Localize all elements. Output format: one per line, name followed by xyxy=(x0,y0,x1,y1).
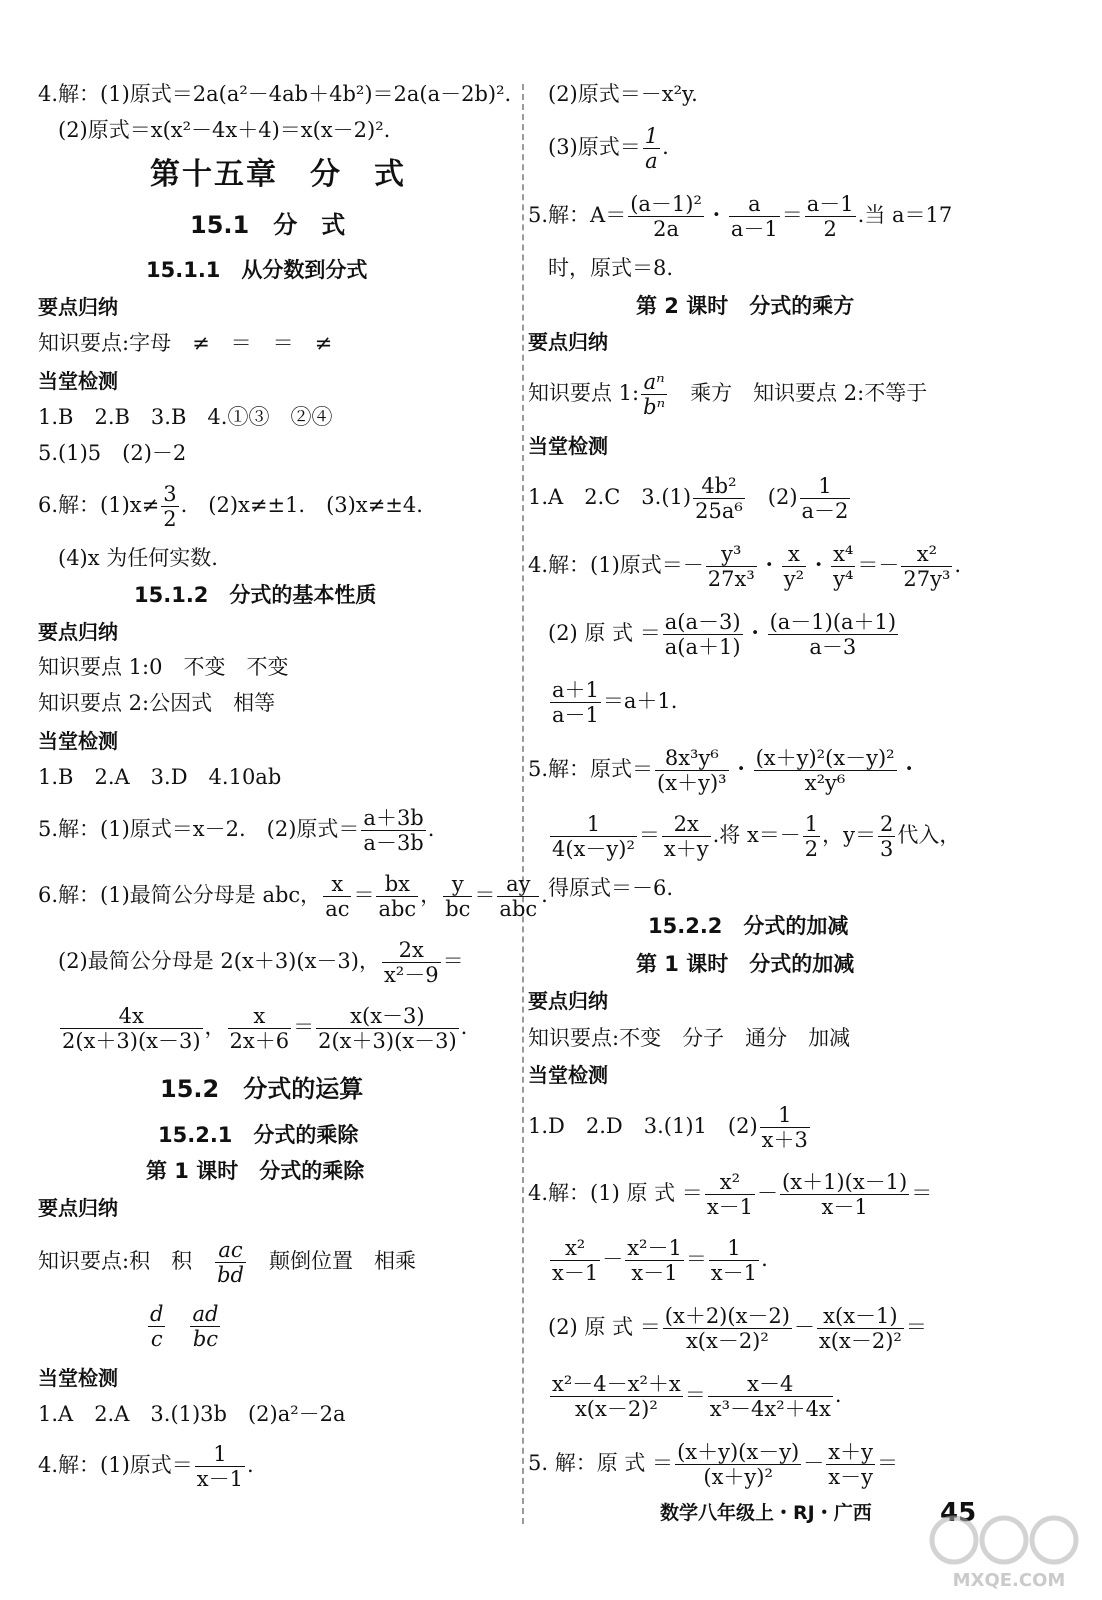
answer-4-line: 4.解：(1) 原 式 ＝ $\frac{\text{x²}}{x-1}$ － $\frac{(x+1)(x-1)}{x-1}$ ＝ xyxy=(528,1170,933,1220)
answer-5-line: 5.解：A＝ $\frac{\text{(a－1)²}}{2a}$ ・ $\frac{a}{a-1}$ ＝ $\frac{a-1}{2}$ .当 a＝17 xyxy=(528,192,953,242)
denominator: x(x－2)² xyxy=(574,1397,658,1422)
key-points-line xyxy=(528,370,927,419)
fraction xyxy=(817,1304,904,1353)
text-run: ，y＝ xyxy=(822,823,877,848)
fraction xyxy=(376,872,418,921)
answer-6-line xyxy=(38,482,423,531)
text-run: 知识要点 1: xyxy=(528,381,640,406)
class-check-heading: 当堂检测 xyxy=(528,434,608,458)
fraction xyxy=(709,1236,759,1285)
numerator: x xyxy=(323,872,351,897)
denominator: x－1 xyxy=(821,1195,868,1220)
numerator: 3 xyxy=(163,482,177,506)
fraction xyxy=(361,806,425,855)
numerator: (a－1)² xyxy=(630,192,702,216)
fraction xyxy=(161,482,178,531)
fraction xyxy=(780,1170,909,1219)
key-points-line xyxy=(38,1238,416,1287)
column-divider xyxy=(522,84,524,1524)
text-run: . xyxy=(427,817,435,842)
fraction xyxy=(316,1004,459,1053)
numerator: x² xyxy=(550,1236,600,1261)
answer-5-result: 时，原式＝8. xyxy=(548,256,674,280)
answer-5-line: 5.解：原式＝ $\frac{\text{8x³y⁶}}{\text{(x＋y)³}}$ ・ $\frac{\text{(x＋y)²(x－y)²}}{\text{x²y⁶}}$ ・ xyxy=(528,746,920,796)
text-run: 5.解：原式＝ xyxy=(528,757,654,782)
text-run: 4.解：(1)原式＝ xyxy=(38,1453,193,1478)
denominator: 3 xyxy=(880,837,894,862)
fraction xyxy=(550,678,601,727)
denominator: (x＋y)³ xyxy=(657,771,727,796)
fraction xyxy=(641,370,667,419)
lesson-1-title: 第 1 课时 分式的乘除 xyxy=(146,1159,365,1183)
fraction xyxy=(655,746,729,795)
answer-6-part2-line: (2)最简公分母是 2(x＋3)(x－3)， $\frac{2x}{\text{x²－9}}$ ＝ xyxy=(58,938,464,988)
denominator: 2a xyxy=(653,217,679,242)
answer-line: (3)原式＝ $\frac{1}{a}$ . xyxy=(548,124,669,174)
text-run: .当 a＝17 xyxy=(857,203,953,228)
text-run: 1.A 2.C 3.(1) xyxy=(528,485,692,510)
numerator: aⁿ xyxy=(641,370,667,395)
fraction xyxy=(215,1238,246,1287)
page-number: 45 xyxy=(940,1498,977,1528)
fraction xyxy=(782,542,806,591)
key-points-heading: 要点归纳 xyxy=(38,295,118,319)
numerator: x(x－1) xyxy=(817,1304,904,1329)
fraction xyxy=(625,1236,684,1285)
numerator: x² xyxy=(901,542,952,567)
text-run: (3)原式＝ xyxy=(548,135,641,160)
denominator: x－1 xyxy=(710,1261,758,1286)
chapter-title: 第十五章 分 式 xyxy=(150,157,406,192)
key-points-line: 知识要点 2:公因式 相等 xyxy=(38,691,276,715)
fraction xyxy=(675,1440,801,1489)
numerator: 2x xyxy=(662,812,711,837)
fraction xyxy=(643,124,660,173)
denominator: x＋3 xyxy=(761,1128,808,1153)
answers-line: 1.B 2.B 3.B 4.①③ ②④ xyxy=(38,405,333,429)
denominator: 2 xyxy=(804,837,819,862)
fraction xyxy=(323,872,351,921)
text-run: (2) 原 式 ＝ xyxy=(548,621,661,646)
answers-line xyxy=(528,1103,812,1152)
denominator: abc xyxy=(378,897,417,922)
denominator: x³－4x²＋4x xyxy=(709,1397,831,1422)
lesson-2-title: 第 2 课时 分式的乘方 xyxy=(636,294,855,318)
denominator: ac xyxy=(325,897,350,922)
answer-6-part2-result: $\frac{4x}{2(x+3)(x-3)}$ ， $\frac{x}{2x+6}$ ＝ $\frac{x(x-3)}{2(x+3)(x-3)}$ . xyxy=(62,1004,468,1054)
answer-4-part2-result xyxy=(548,678,677,727)
numerator: x xyxy=(782,542,806,567)
numerator: 1 xyxy=(644,124,659,148)
footer-book-info: 数学八年级上・RJ・广西 xyxy=(660,1502,872,1524)
fraction xyxy=(800,474,851,523)
numerator: 4x xyxy=(60,1004,203,1029)
denominator: x－1 xyxy=(552,1261,599,1286)
answers-line xyxy=(528,474,852,523)
denominator: 2 xyxy=(823,217,837,242)
text-run: 4.解：(1) 原 式 ＝ xyxy=(528,1181,703,1206)
text-run: 代入， xyxy=(897,823,961,848)
denominator: c xyxy=(150,1327,163,1352)
fraction xyxy=(628,192,704,241)
text-run: 4.解：(1)原式＝－ xyxy=(528,553,704,578)
denominator: a－3b xyxy=(363,831,424,856)
fraction xyxy=(550,1372,683,1421)
denominator: x²－9 xyxy=(383,963,439,988)
denominator: 27y³ xyxy=(903,567,951,592)
class-check-heading: 当堂检测 xyxy=(38,369,118,393)
numerator: 1 xyxy=(804,812,819,836)
denominator: x－1 xyxy=(706,1195,754,1220)
fraction xyxy=(878,812,895,861)
denominator: a(a＋1) xyxy=(664,635,741,660)
numerator: x²－4－x²＋x xyxy=(552,1372,681,1396)
denominator: 27x³ xyxy=(707,567,755,592)
denominator: 4(x－y)² xyxy=(552,837,635,862)
fraction xyxy=(382,938,441,987)
key-points-heading: 要点归纳 xyxy=(38,620,118,644)
numerator: x² xyxy=(705,1170,755,1195)
numerator: a＋1 xyxy=(552,678,599,702)
fraction xyxy=(760,1103,810,1152)
answer-4-part1: 4.解：(1)原式＝2a(a²－4ab＋4b²)＝2a(a－2b)². xyxy=(38,82,512,106)
key-points-heading: 要点归纳 xyxy=(528,330,608,354)
fraction xyxy=(826,1440,875,1489)
fraction xyxy=(663,610,743,659)
answer-line: (2)原式＝－x²y. xyxy=(548,82,698,106)
fraction xyxy=(708,1372,833,1421)
text-run: (2)最简公分母是 2(x＋3)(x－3)， xyxy=(58,949,380,974)
text-run: 5.解：(1)原式＝x－2. (2)原式＝ xyxy=(38,817,360,842)
denominator: 2(x＋3)(x－3) xyxy=(318,1029,457,1054)
fraction xyxy=(901,542,952,591)
key-points-fractions xyxy=(146,1302,222,1351)
answer-4-line: 4.解：(1)原式＝ $\frac{1}{x-1}$ . xyxy=(38,1442,254,1492)
numerator: x(x－3) xyxy=(316,1004,459,1029)
text-run: . (2)x≠±1. (3)x≠±4. xyxy=(180,493,423,518)
fraction xyxy=(706,542,757,591)
answer-4-line: 4.解：(1)原式＝－ $\frac{\text{y³}}{\text{27x³}}$ ・ $\frac{x}{\text{y²}}$ ・ $\frac{\text{x⁴}}{\text{y⁴}}$ ＝－ $\frac{\text{x²}}{\text{27y³}}$ . xyxy=(528,542,962,592)
denominator: x－1 xyxy=(196,1467,244,1492)
section-15-2-title: 15.2 分式的运算 xyxy=(160,1075,364,1103)
key-points-heading: 要点归纳 xyxy=(528,989,608,1013)
numerator: (x＋y)²(x－y)² xyxy=(755,746,895,770)
numerator: 1 xyxy=(195,1442,245,1467)
key-points-line: 知识要点 1:0 不变 不变 xyxy=(38,655,289,679)
denominator: x－y xyxy=(828,1465,873,1490)
denominator: a－1 xyxy=(730,217,778,242)
denominator: y⁴ xyxy=(833,567,854,592)
answer-5-continued: $\frac{1}{\text{4(x－y)²}}$ ＝ $\frac{2x}{x+y}$ .将 x＝－ $\frac{1}{2}$ ，y＝ $\frac{2}{3}$ 代入， xyxy=(552,812,961,862)
answer-5-line xyxy=(38,806,434,855)
denominator: a－2 xyxy=(801,499,849,524)
numerator: 8x³y⁶ xyxy=(655,746,729,771)
numerator: x＋y xyxy=(828,1440,873,1464)
section-15-2-1-title: 15.2.1 分式的乘除 xyxy=(158,1123,359,1147)
numerator: ay xyxy=(497,872,539,897)
fraction xyxy=(803,812,820,861)
answer-4-continued: $\frac{\text{x²}}{x-1}$ － $\frac{\text{x²－1}}{x-1}$ ＝ $\frac{1}{x-1}$ . xyxy=(552,1236,768,1286)
text-run: (2) xyxy=(767,485,798,510)
lesson-1-title: 第 1 课时 分式的加减 xyxy=(636,952,855,976)
text-run: 乘方 知识要点 2:不等于 xyxy=(690,381,928,406)
section-15-1-title: 15.1 分 式 xyxy=(190,211,346,239)
numerator: (x＋y)(x－y) xyxy=(677,1440,800,1464)
fraction xyxy=(443,872,472,921)
fraction xyxy=(195,1442,245,1491)
text-run: 6.解：(1)最简公分母是 abc， xyxy=(38,883,322,908)
fraction xyxy=(805,192,856,241)
answer-4-part2-result: $\frac{\text{x²－4－x²＋x}}{\text{x(x－2)²}}$ ＝ $\frac{x-4}{\text{x³－4x²＋4x}}$ . xyxy=(552,1372,842,1422)
numerator: a＋3b xyxy=(363,806,424,830)
denominator: x(x－2)² xyxy=(685,1329,769,1354)
numerator: (x＋1)(x－1) xyxy=(782,1170,908,1194)
text-run: ＝－ xyxy=(857,553,900,578)
section-15-2-2-title: 15.2.2 分式的加减 xyxy=(648,914,849,938)
numerator: a(a－3) xyxy=(664,610,741,634)
denominator: bc xyxy=(192,1327,219,1352)
numerator: x xyxy=(228,1004,292,1029)
fraction xyxy=(662,812,711,861)
answer-6-part4: (4)x 为任何实数. xyxy=(58,546,218,570)
fraction xyxy=(831,542,855,591)
class-check-heading: 当堂检测 xyxy=(38,729,118,753)
key-points-heading: 要点归纳 xyxy=(38,1196,118,1220)
watermark-text: MXQE.COM xyxy=(952,1570,1066,1591)
numerator: a－1 xyxy=(806,192,854,216)
fraction xyxy=(768,610,899,659)
numerator: 1 xyxy=(760,1103,810,1128)
denominator: bc xyxy=(445,897,471,922)
text-run: (2) 原 式 ＝ xyxy=(548,1315,661,1340)
denominator: x＋y xyxy=(663,837,709,862)
text-run: 颠倒位置 相乘 xyxy=(268,1249,416,1274)
fraction xyxy=(190,1302,220,1351)
section-15-1-2-title: 15.1.2 分式的基本性质 xyxy=(134,583,377,607)
fraction xyxy=(663,1304,792,1353)
denominator: a－1 xyxy=(552,703,599,728)
fraction xyxy=(705,1170,755,1219)
numerator: ad xyxy=(192,1302,219,1326)
denominator: 2(x＋3)(x－3) xyxy=(62,1029,201,1054)
numerator: x－4 xyxy=(708,1372,833,1397)
fraction xyxy=(60,1004,203,1053)
answer-5-line: 5. 解：原 式 ＝ $\frac{(x+y)(x-y)}{\text{(x＋y)²}}$ － $\frac{x+y}{x-y}$ ＝ xyxy=(528,1440,898,1490)
denominator: bd xyxy=(217,1263,244,1288)
denominator: x(x－2)² xyxy=(818,1329,902,1354)
text-run: .将 x＝－ xyxy=(712,823,801,848)
answer-4-part2-line: (2) 原 式 ＝ $\frac{a(a-3)}{a(a+1)}$ ・ $\frac{(a-1)(a+1)}{a-3}$ xyxy=(548,610,897,660)
numerator: (x＋2)(x－2) xyxy=(664,1304,790,1328)
denominator: 2x＋6 xyxy=(229,1029,290,1054)
text-run: 5. 解：原 式 ＝ xyxy=(528,1451,674,1476)
fraction xyxy=(148,1302,165,1351)
section-15-1-1-title: 15.1.1 从分数到分式 xyxy=(146,258,368,282)
numerator: 2 xyxy=(880,812,894,836)
numerator: 2x xyxy=(382,938,441,963)
answer-4-part2-line: (2) 原 式 ＝ $\frac{(x+2)(x-2)}{\text{x(x－2)²}}$ － $\frac{x(x-1)}{\text{x(x－2)²}}$ ＝ xyxy=(548,1304,927,1354)
fraction xyxy=(550,812,637,861)
denominator: x－1 xyxy=(631,1261,678,1286)
denominator: a xyxy=(645,149,658,174)
numerator: a xyxy=(729,192,780,217)
denominator: y² xyxy=(783,567,805,592)
numerator: y xyxy=(443,872,472,897)
text-run: ＝a＋1. xyxy=(602,689,678,714)
numerator: x²－1 xyxy=(627,1236,682,1260)
answers-line: 1.A 2.A 3.(1)3b (2)a²－2a xyxy=(38,1402,346,1426)
answer-4-part2: (2)原式＝x(x²－4x＋4)＝x(x－2)². xyxy=(58,118,391,142)
watermark-logo-icon xyxy=(924,1512,1094,1592)
numerator: 4b² xyxy=(693,474,745,499)
text-run: 6.解：(1)x≠ xyxy=(38,493,160,518)
text-run: 知识要点:积 积 xyxy=(38,1249,193,1274)
key-points-line: 知识要点:字母 ≠ ＝ ＝ ≠ xyxy=(38,331,333,355)
numerator: d xyxy=(150,1302,164,1326)
answer-5-result: 得原式＝－6. xyxy=(548,876,674,900)
text-run: 5.解：A＝ xyxy=(528,203,627,228)
numerator: ac xyxy=(215,1238,246,1263)
numerator: x⁴ xyxy=(831,542,855,567)
class-check-heading: 当堂检测 xyxy=(528,1063,608,1087)
numerator: y³ xyxy=(706,542,757,567)
fraction xyxy=(729,192,780,241)
fraction xyxy=(228,1004,292,1053)
denominator: 25a⁶ xyxy=(695,499,743,524)
text-run: 1.D 2.D 3.(1)1 (2) xyxy=(528,1114,758,1139)
fraction xyxy=(754,746,897,795)
fraction xyxy=(550,1236,600,1285)
denominator: a－3 xyxy=(809,635,857,660)
fraction xyxy=(497,872,539,921)
answers-line: 1.B 2.A 3.D 4.10ab xyxy=(38,765,282,789)
key-points-line: 知识要点:不变 分子 通分 加减 xyxy=(528,1026,851,1050)
answer-6-line: 6.解：(1)最简公分母是 abc， $\frac{x}{ac}$ ＝ $\frac{bx}{\text{abc}}$ ， $\frac{y}{bc}$ ＝ $\frac{ay}{\text{abc}}$ . xyxy=(38,872,548,922)
denominator: (x＋y)² xyxy=(703,1465,773,1490)
denominator: x²y⁶ xyxy=(804,771,846,796)
class-check-heading: 当堂检测 xyxy=(38,1366,118,1390)
denominator: 2 xyxy=(163,507,177,532)
numerator: (a－1)(a＋1) xyxy=(769,610,897,634)
numerator: 1 xyxy=(800,474,851,499)
numerator: bx xyxy=(376,872,418,897)
denominator: bⁿ xyxy=(643,395,666,420)
denominator: abc xyxy=(499,897,538,922)
answers-line: 5.(1)5 (2)－2 xyxy=(38,441,187,465)
fraction xyxy=(693,474,745,523)
numerator: 1 xyxy=(550,812,637,837)
numerator: 1 xyxy=(709,1236,759,1261)
